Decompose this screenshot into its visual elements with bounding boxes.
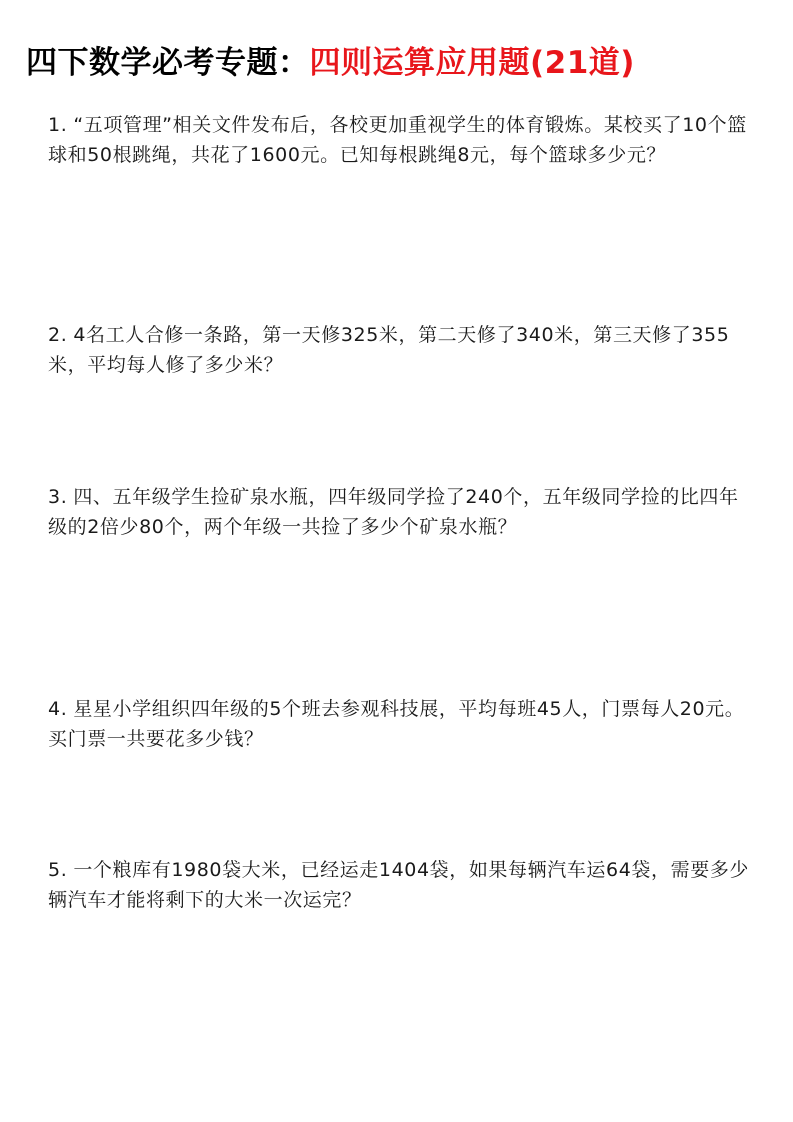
problem-5 [48,855,758,915]
problem-1-number: 1. [48,114,68,136]
problem-1-text: “五项管理”相关文件发布后，各校更加重视学生的体育锻炼。某校买了10个篮球和50根跳绳，共花了1600元。已知每根跳绳8元，每个篮球多少元？ [48,114,747,166]
problem-3 [48,482,758,542]
problem-2-number: 2. [48,324,68,346]
problem-5-text: 一个粮库有1980袋大米，已经运走1404袋，如果每辆汽车运64袋，需要多少辆汽车才能将剩下的大米一次运完？ [48,859,750,911]
problem-1 [48,110,758,170]
title-highlight: 四则运算应用题(21道) [309,45,635,81]
problem-4-text: 星星小学组织四年级的5个班去参观科技展，平均每班45人，门票每人20元。买门票一共要花多少钱？ [48,698,745,750]
problem-2-text: 4名工人合修一条路，第一天修325米，第二天修了340米，第三天修了355米，平均每人修了多少米？ [48,324,730,376]
title-prefix: 四下数学必考专题： [26,45,310,81]
problem-3-number: 3. [48,486,68,508]
problem-4-number: 4. [48,698,68,720]
problem-3-text: 四、五年级学生捡矿泉水瓶，四年级同学捡了240个，五年级同学捡的比四年级的2倍少80个，两个年级一共捡了多少个矿泉水瓶？ [48,486,739,538]
problem-5-number: 5. [48,859,68,881]
problem-2 [48,320,758,380]
page-title [26,40,776,86]
problem-4 [48,694,758,754]
